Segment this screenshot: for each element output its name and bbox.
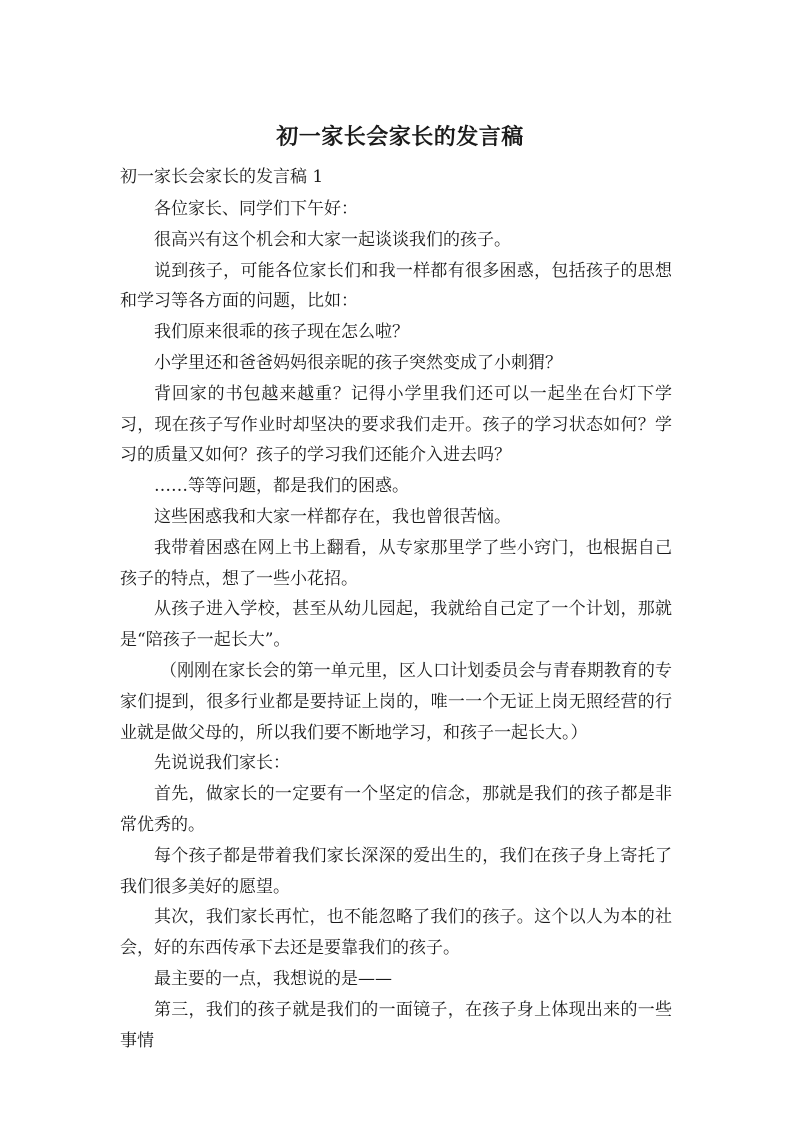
paragraph: ……等等问题，都是我们的困惑。 — [154, 476, 409, 497]
paragraph-parenthetical: （刚刚在家长会的第一单元里，区人口计划委员会与青春期教育的专家们提到，很多行业都是要持证上岗的，唯一一个无证上岗无照经营的行业就是做父母的，所以我们要不断地学习，和孩子一起长大。） — [120, 660, 672, 743]
paragraph: 背回家的书包越来越重？记得小学里我们还可以一起坐在台灯下学习，现在孩子写作业时却坚决的要求我们走开。孩子的学习状态如何？学习的质量又如何？孩子的学习我们还能介入进去吗？ — [120, 383, 672, 466]
paragraph: 很高兴有这个机会和大家一起谈谈我们的孩子。 — [154, 229, 511, 250]
paragraph: 首先，做家长的一定要有一个坚定的信念，那就是我们的孩子都是非常优秀的。 — [120, 784, 672, 835]
paragraph: 最主要的一点，我想说的是—— — [154, 968, 392, 989]
document-title: 初一家长会家长的发言稿 — [276, 125, 524, 150]
paragraph: 从孩子进入学校，甚至从幼儿园起，我就给自己定了一个计划，那就是“陪孩子一起长大”。 — [120, 599, 672, 651]
paragraph: 每个孩子都是带着我们家长深深的爱出生的，我们在孩子身上寄托了我们很多美好的愿望。 — [120, 845, 672, 897]
document-subtitle: 初一家长会家长的发言稿 1 — [120, 167, 324, 187]
paragraph: 小学里还和爸爸妈妈很亲昵的孩子突然变成了小刺猬？ — [154, 352, 562, 373]
document-body — [120, 194, 672, 1056]
paragraph-greeting: 各位家长、同学们下午好： — [154, 199, 358, 219]
paragraph: 我带着困惑在网上书上翻看，从专家那里学了些小窍门，也根据自己孩子的特点，想了一些小花招。 — [120, 537, 672, 589]
paragraph: 其次，我们家长再忙，也不能忽略了我们的孩子。这个以人为本的社会，好的东西传承下去还是要靠我们的孩子。 — [120, 907, 672, 959]
paragraph: 我们原来很乖的孩子现在怎么啦？ — [154, 322, 409, 343]
paragraph: 这些困惑我和大家一样都存在，我也曾很苦恼。 — [154, 506, 511, 527]
paragraph: 先说说我们家长： — [154, 753, 290, 774]
paragraph: 第三，我们的孩子就是我们的一面镜子，在孩子身上体现出来的一些事情 — [120, 999, 672, 1051]
paragraph: 说到孩子，可能各位家长们和我一样都有很多困惑，包括孩子的思想和学习等各方面的问题，比如： — [120, 260, 672, 312]
